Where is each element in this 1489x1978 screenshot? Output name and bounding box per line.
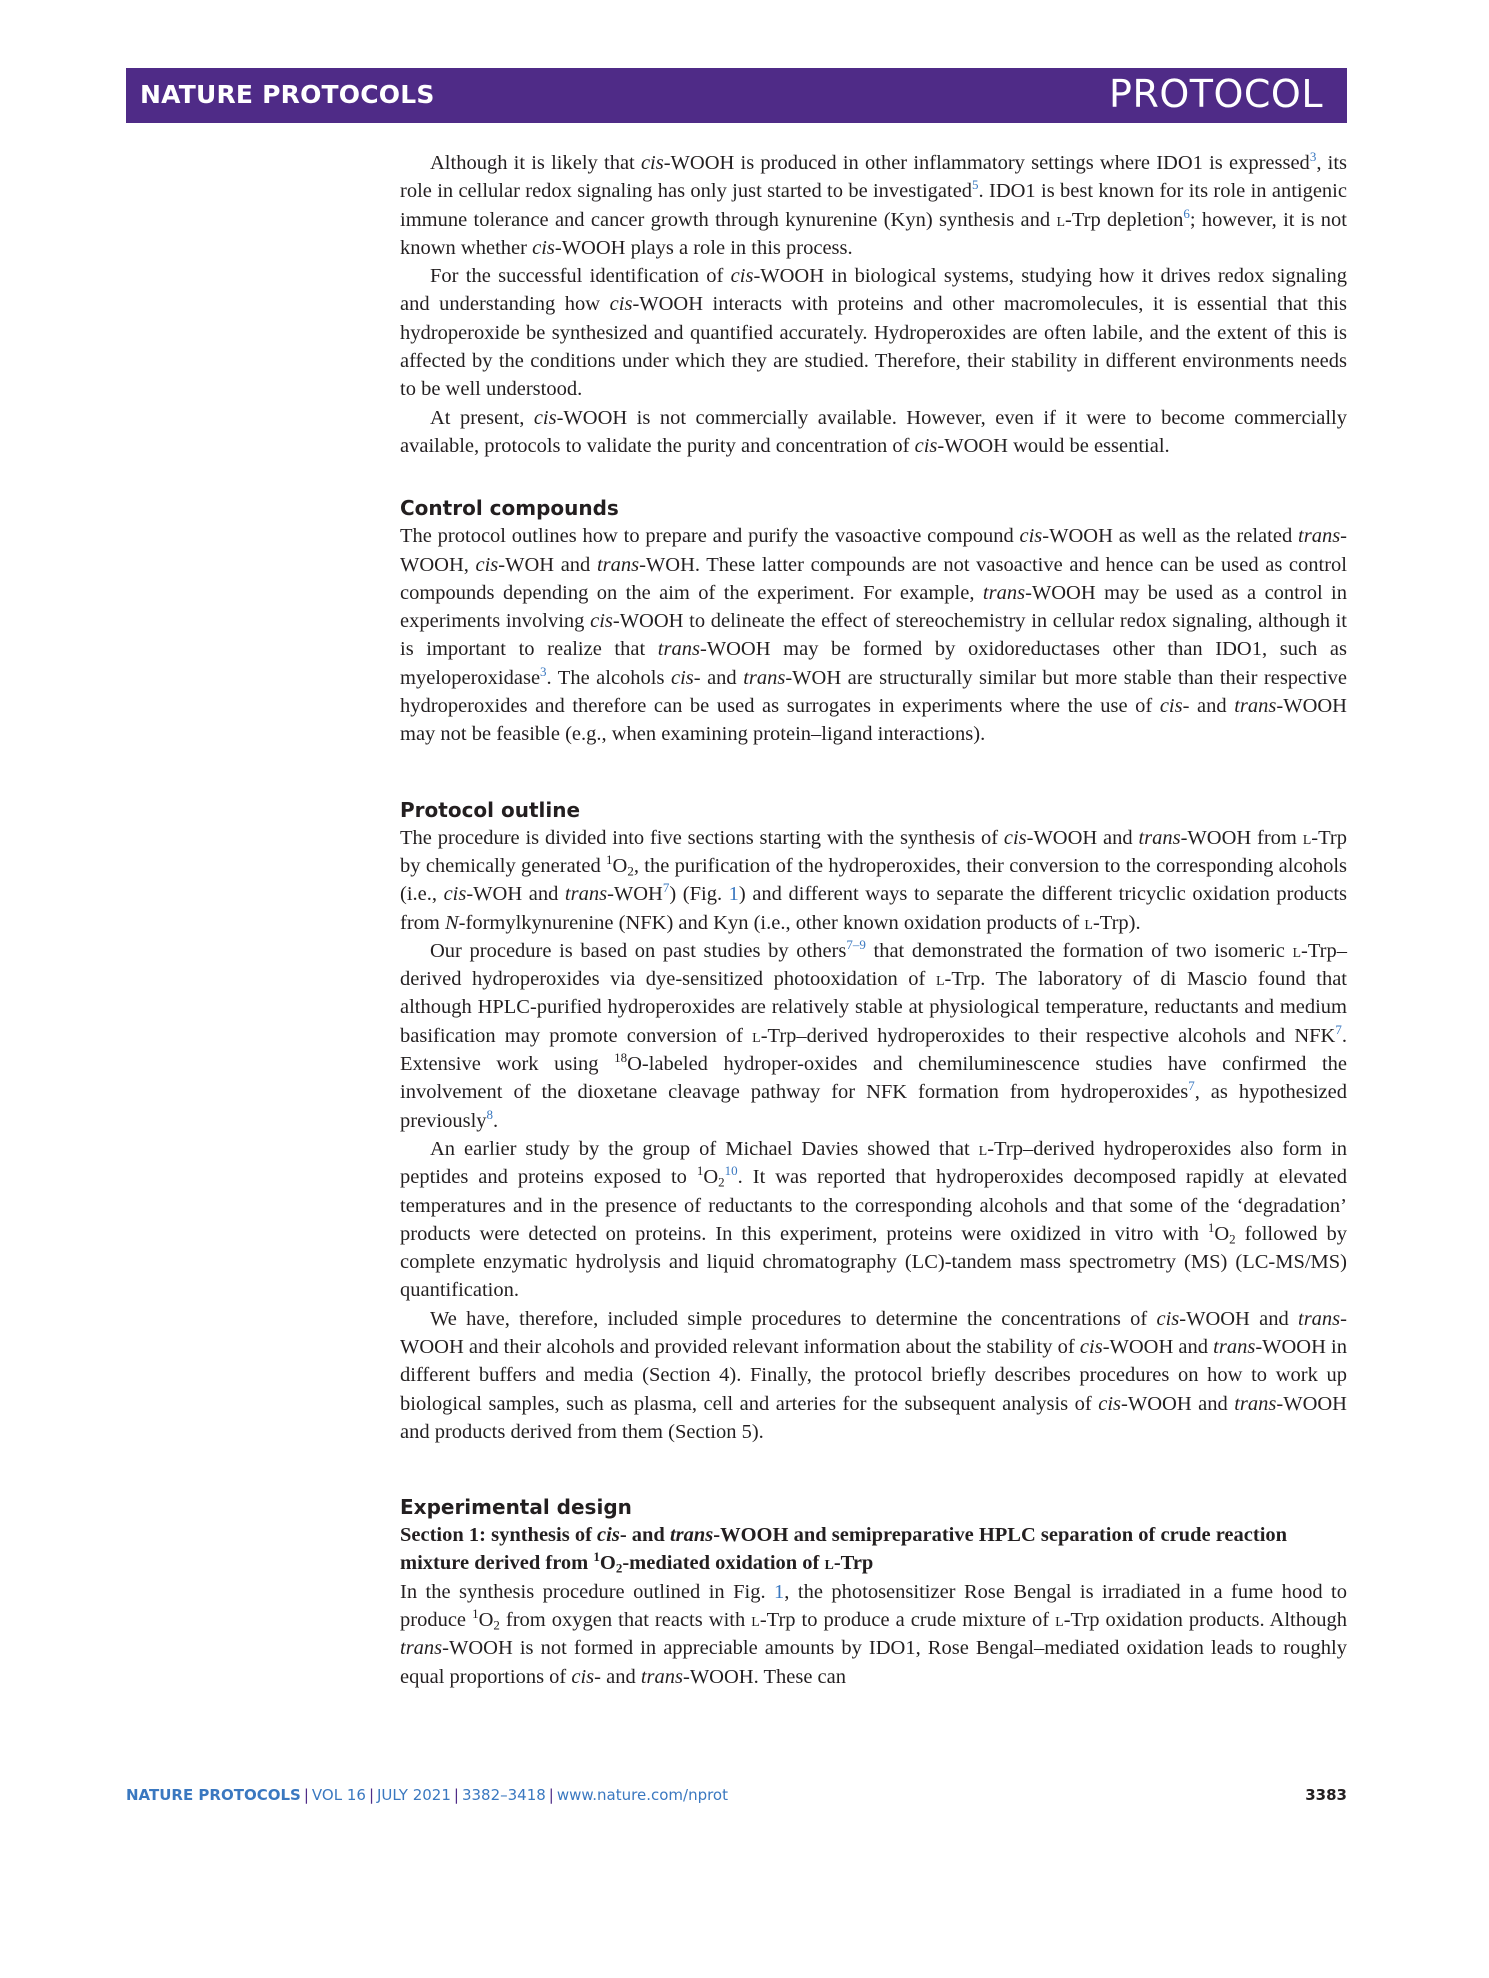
reference-link[interactable]: 8	[486, 1106, 494, 1122]
reference-link[interactable]: 6	[1183, 205, 1190, 221]
footer-volume: VOL 16	[311, 1786, 366, 1804]
reference-link[interactable]: 3	[540, 663, 547, 679]
intro-paragraph-2: For the successful identification of cis-WOOH in biological systems, studying how it drives redox signaling and understanding how cis-WOOH interacts with proteins and other macromolecules, it is essential that this hydroperoxide be synthesized and quantified accurately. Hydroperoxides are often labile, and the extent of this is affected by the conditions under which they are studied. Therefore, their stability in different environments needs to be well understood.	[400, 265, 1347, 401]
page-footer	[126, 1786, 1347, 1810]
reference-link[interactable]: 7	[1188, 1078, 1195, 1094]
section-control-compounds	[400, 494, 1347, 748]
figure-link[interactable]: 1	[728, 883, 739, 906]
design-paragraph-1: In the synthesis procedure outlined in Fig. 1, the photosensitizer Rose Bengal is irradiated in a fume hood to produce $^1O_2$ from oxygen that reacts with l-Trp to produce a crude mixture of l-Trp oxidation products. Although trans-WOOH is not formed in appreciable amounts by IDO1, Rose Bengal–mediated oxidation leads to roughly equal proportions of cis- and trans-WOOH. These can	[400, 1580, 1348, 1688]
figure-link[interactable]: 1	[774, 1580, 785, 1603]
subsection-heading: Section 1: synthesis of cis- and trans-WOOH and semipreparative HPLC separation of crude reaction mixture derived from $^1O_2$-mediated oxidation of l-Trp	[400, 1524, 1288, 1576]
section-protocol-outline	[400, 796, 1347, 1447]
outline-paragraph-1: The procedure is divided into five sections starting with the synthesis of cis-WOOH and trans-WOOH from l-Trp by chemically generated $^1O_2$, the purification of the hydroperoxides, their conversion to the corresponding alcohols (i.e., cis-WOH and trans-WOH$^7$) (Fig. 1) and different ways to separate the different tricyclic oxidation products from N-formylkynurenine (NFK) and Kyn (i.e., other known oxidation products of l-Trp).	[400, 826, 1347, 934]
control-paragraph-1: The protocol outlines how to prepare and purify the vasoactive compound cis-WOOH as well as the related trans-WOOH, cis-WOH and trans-WOH. These latter compounds are not vasoactive and hence can be used as control compounds depending on the aim of the experiment. For example, trans-WOOH may be used as a control in experiments involving cis-WOOH to delineate the effect of stereochemistry in cellular redox signaling, although it is important to realize that trans-WOOH may be formed by oxidoreductases other than IDO1, such as myeloperoxidase$^3$. The alcohols cis- and trans-WOH are structurally similar but more stable than their respective hydroperoxides and therefore can be used as surrogates in experiments where the use of cis- and trans-WOOH may not be feasible (e.g., when examining protein–ligand interactions).	[400, 525, 1347, 746]
journal-name: NATURE PROTOCOLS	[140, 80, 435, 109]
intro-paragraph-3: At present, cis-WOOH is not commercially available. However, even if it were to become commercially available, protocols to validate the purity and concentration of cis-WOOH would be essential.	[400, 406, 1348, 457]
article-body	[400, 149, 1347, 1691]
footer-url-link[interactable]: www.nature.com/nprot	[556, 1786, 728, 1804]
footer-date: JULY 2021	[377, 1786, 451, 1804]
reference-link[interactable]: 10	[724, 1163, 738, 1179]
outline-paragraph-3: An earlier study by the group of Michael Davies showed that l-Trp–derived hydroperoxides also form in peptides and proteins exposed to $^1O_2^{10}$. It was reported that hydroperoxides decomposed rapidly at elevated temperatures and in the presence of reductants to the corresponding alcohols and that some of the ‘degradation’ products were detected on proteins. In this experiment, proteins were oxidized in vitro with $^1O_2$ followed by complete enzymatic hydrolysis and liquid chromatography (LC)-tandem mass spectrometry (MS) (LC-MS/MS) quantification.	[400, 1137, 1347, 1302]
page-number: 3383	[1305, 1786, 1347, 1804]
footer-citation: NATURE PROTOCOLS | VOL 16 | JULY 2021 | 3382–3418 | www.nature.com/nprot	[126, 1786, 728, 1804]
section-heading: Experimental design	[400, 1495, 632, 1520]
reference-link[interactable]: 7	[662, 880, 670, 896]
footer-pages: 3382–3418	[461, 1786, 546, 1804]
journal-header-banner	[126, 68, 1347, 123]
intro-paragraph-1: Although it is likely that cis-WOOH is produced in other inflammatory settings where IDO1 is expressed$^3$, its role in cellular redox signaling has only just started to be investigated$^5$. IDO1 is best known for its role in antigenic immune tolerance and cancer growth through kynurenine (Kyn) synthesis and l-Trp depletion$^6$; however, it is not known whether cis-WOOH plays a role in this process.	[400, 149, 1348, 259]
section-experimental-design	[400, 1493, 1347, 1691]
section-heading: Protocol outline	[400, 797, 581, 822]
reference-link[interactable]: 7	[1335, 1021, 1342, 1037]
reference-link[interactable]: 3	[1309, 149, 1317, 165]
outline-paragraph-2: Our procedure is based on past studies by others$^{7-9}$ that demonstrated the formation of two isomeric l-Trp–derived hydroperoxides via dye-sensitized photooxidation of l-Trp. The laboratory of di Mascio found that although HPLC-purified hydroperoxides are relatively stable at physiological temperature, reductants and medium basification may promote conversion of l-Trp–derived hydroperoxides to their respective alcohols and NFK$^7$. Extensive work using $^{18}$O-labeled hydroper-oxides and chemiluminescence studies have confirmed the involvement of the dioxetane cleavage pathway for NFK formation from hydroperoxides$^7$, as hypothesized previously$^8$.	[400, 937, 1347, 1132]
reference-link[interactable]: 5	[972, 177, 979, 193]
outline-paragraph-4: We have, therefore, included simple procedures to determine the concentrations of cis-WOOH and trans-WOOH and their alcohols and provided relevant information about the stability of cis-WOOH and trans-WOOH in different buffers and media (Section 4). Finally, the protocol briefly describes procedures on how to work up biological samples, such as plasma, cell and arteries for the subsequent analysis of cis-WOOH and trans-WOOH and products derived from them (Section 5).	[400, 1307, 1347, 1443]
article-type: PROTOCOL	[1109, 72, 1323, 116]
section-heading: Control compounds	[400, 496, 619, 521]
reference-link[interactable]: 7–9	[846, 937, 866, 953]
footer-journal: NATURE PROTOCOLS	[126, 1786, 301, 1804]
